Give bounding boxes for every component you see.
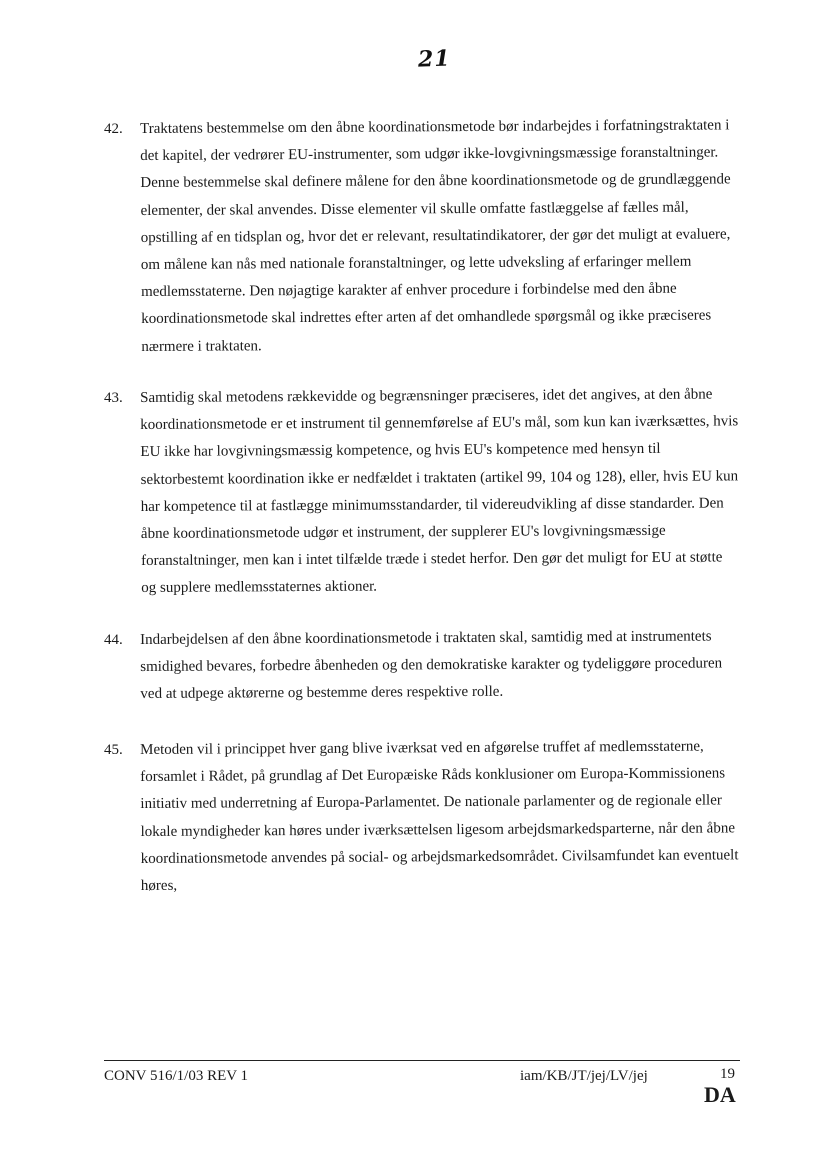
paragraph-text: Metoden vil i princippet hver gang blive iværksat ved en afgørelse truffet af medlemsstaterne, forsamlet i Rådet, på grundlag af Det Europæiske Råds konklusioner om Europa-Kommissionens initiativ med underretning af Europa-Parlamentet. De nationale parlamenter og de regionale eller lokale myndigheder kan høres under iværksættelsen ligesom arbejdsmarkedsparterne, når den åbne koordinationsmetode anvendes på social- og arbejdsmarkedsområdet. Civilsamfundet kan eventuelt høres, [140,738,739,895]
handwritten-page-number: 21 [417,45,452,73]
footer-page-number: 19 [720,1066,735,1082]
paragraph-number: 45. [104,742,123,758]
paragraph-number: 43. [104,390,123,406]
paragraph-text: Samtidig skal metodens rækkevidde og begrænsninger præciseres, idet det angives, at den åbne koordinationsmetode er et instrument til gennemførelse af EU's mål, som kun kan iværksættes, hvis EU ikke har lovgivningsmæssig kompetence, og hvis EU's kompetence med hensyn til sektorbestemt koordination ikke er nedfældet i traktaten (artikel 99, 104 og 128), eller, hvis EU kun har kompetence til at fastlægge minimumsstandarder, til videreudvikling af disse standarder. Den åbne koordinationsmetode udgør et instrument, der supplerer EU's lovgivningsmæssige foranstaltninger, men kan i intet tilfælde træde i stedet herfor. Den gør det muligt for EU at støtte og supplere medlemsstaternes aktioner. [140,386,739,597]
footer-document-reference: CONV 516/1/03 REV 1 [104,1068,249,1084]
paragraph-text: Traktatens bestemmelse om den åbne koordinationsmetode bør indarbejdes i forfatningstraktaten i det kapitel, der vedrører EU-instrumenter, som udgør ikke-lovgivningsmæssige foranstaltninger. Denne bestemmelse skal definere målene for den åbne koordinationsmetode og de grundlæggende elementer, der skal anvendes. Disse elementer vil skulle omfatte fastlæggelse af fælles mål, opstilling af en tidsplan og, hvor det er relevant, resultatindikatorer, der gør det muligt at evaluere, om målene kan nås med nationale foranstaltninger, og lette udveksling af erfaringer mellem medlemsstaterne. Den nøjagtige karakter af enhver procedure i forbindelse med den åbne koordinationsmetode skal indrettes efter arten af det omhandlede spørgsmål og ikke præciseres nærmere i traktaten. [140,117,731,355]
paragraph-number: 44. [104,632,123,648]
footer-divider [104,1060,740,1061]
paragraph-text: Indarbejdelsen af den åbne koordinationsmetode i traktaten skal, samtidig med at instrumentets smidighed bevares, forbedre åbenheden og den demokratiske karakter og tydeliggøre proceduren ved at udpege aktørerne og bestemme deres respektive rolle. [140,628,723,703]
footer-language-code: DA [704,1082,736,1107]
paragraph-number: 42. [104,121,123,137]
footer-initials: iam/KB/JT/jej/LV/jej [520,1068,648,1084]
